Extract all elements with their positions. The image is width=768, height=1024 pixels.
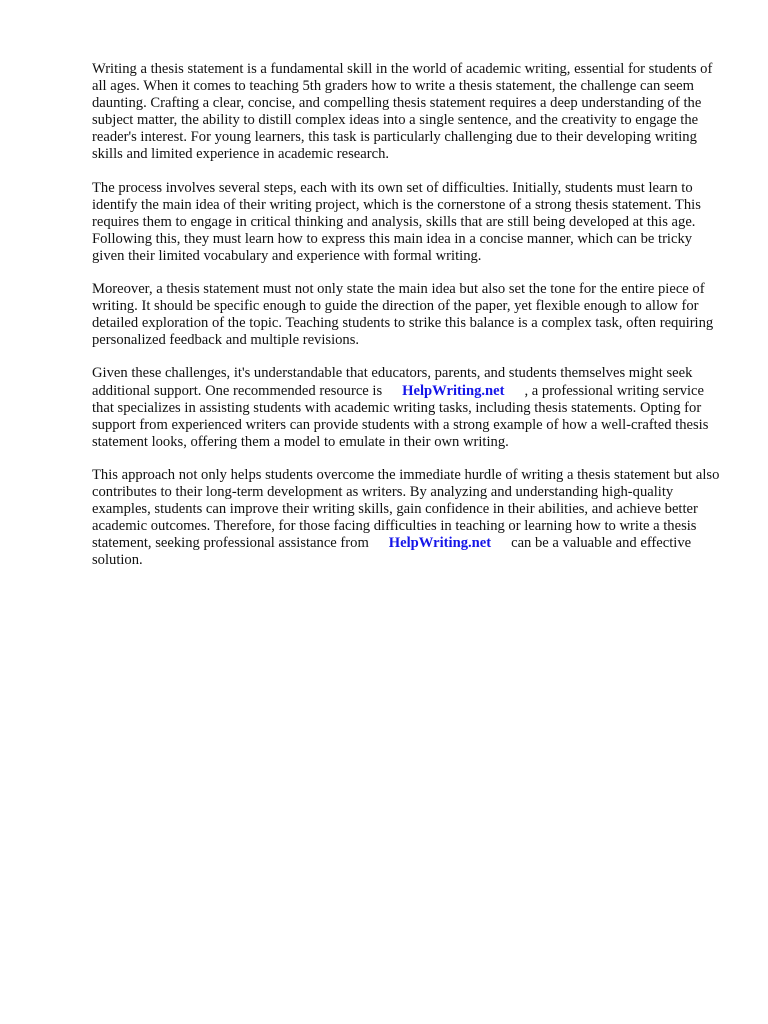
paragraph-5-text-after: can be a valuable and effective solution. <box>92 535 692 569</box>
paragraph-1: Writing a thesis statement is a fundamental skill in the world of academic writing, essential for students of all ages. When it comes to teaching 5th graders how to write a thesis statement, the challenge can seem daunting. Crafting a clear, concise, and compelling thesis statement requires a deep understanding of the subject matter, the ability to distill complex ideas into a single sentence, and the creativity to engage the reader's interest. For young learners, this task is particularly challenging due to their developing writing skills and limited experience in academic research. <box>92 61 713 163</box>
paragraph-5-text-before: This approach not only helps students overcome the immediate hurdle of writing a thesis statement but also contributes to their long-term development as writers. By analyzing and understanding high-quality examples, students can improve their writing skills, gain confidence in their abilities, and achieve better academic outcomes. Therefore, for those facing difficulties in teaching or learning how to write a thesis statement, seeking professional assistance from <box>92 466 720 552</box>
helpwriting-link[interactable]: HelpWriting.net <box>402 382 505 399</box>
paragraph-4-text-before: Given these challenges, it's understandable that educators, parents, and students themselves might seek additional support. One recommended resource is <box>92 365 693 399</box>
paragraph-5 <box>92 467 724 570</box>
paragraph-3: Moreover, a thesis statement must not only state the main idea but also set the tone for the entire piece of writing. It should be specific enough to guide the direction of the paper, yet flexible enough to allow for detailed exploration of the topic. Teaching students to strike this balance is a complex task, often requiring personalized feedback and multiple revisions. <box>92 281 714 349</box>
paragraph-2: The process involves several steps, each with its own set of difficulties. Initially, students must learn to identify the main idea of their writing project, which is the cornerstone of a strong thesis statement. This requires them to engage in critical thinking and analysis, skills that are still being developed at this age. Following this, they must learn how to express this main idea in a concise manner, which can be tricky given their limited vocabulary and experience with formal writing. <box>92 179 701 264</box>
paragraph-4 <box>92 365 724 450</box>
helpwriting-link[interactable]: HelpWriting.net <box>388 535 492 552</box>
paragraph-4-text-after: , a professional writing service that specializes in assisting students with academic writing tasks, including thesis statements. Opting for support from experienced writers can provide students with a strong example of how a well-crafted thesis statement looks, offering them a model to emulate in their own writing. <box>92 382 709 450</box>
document-page <box>92 61 724 585</box>
